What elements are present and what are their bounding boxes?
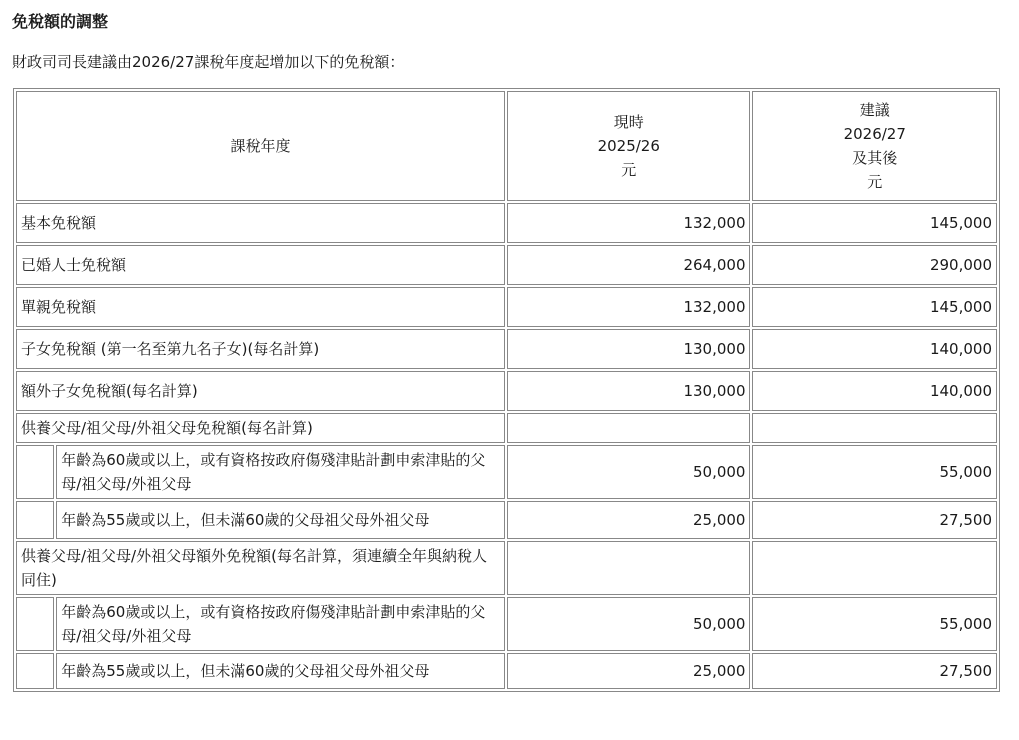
row-label: 額外子女免稅額(每名計算) <box>16 371 505 411</box>
header-proposed-line: 元 <box>867 173 883 191</box>
sub-row-label: 年齡為60歲或以上，或有資格按政府傷殘津貼計劃申索津貼的父母/祖父母/外祖父母 <box>56 445 505 499</box>
row-proposed-value: 145,000 <box>752 203 997 243</box>
sub-row-current-value: 50,000 <box>507 597 750 651</box>
sub-row <box>16 501 997 539</box>
header-row <box>16 91 997 201</box>
sub-row <box>16 445 997 499</box>
sub-row <box>16 653 997 689</box>
header-current-line: 2025/26 <box>597 137 660 155</box>
sub-row-proposed-value: 55,000 <box>752 445 997 499</box>
group-label: 供養父母/祖父母/外祖父母免稅額(每名計算) <box>16 413 505 443</box>
table-row <box>16 245 997 285</box>
header-proposed-line: 建議 <box>859 101 890 119</box>
indent-cell <box>16 445 54 499</box>
group-label: 供養父母/祖父母/外祖父母額外免稅額(每名計算，須連續全年與納稅人同住) <box>16 541 505 595</box>
header-current <box>507 91 750 201</box>
row-current-value: 132,000 <box>507 287 750 327</box>
sub-row <box>16 597 997 651</box>
sub-row-label: 年齡為55歲或以上，但未滿60歲的父母祖父母外祖父母 <box>56 653 505 689</box>
row-current-value: 132,000 <box>507 203 750 243</box>
group-header-row <box>16 541 997 595</box>
row-current-value: 264,000 <box>507 245 750 285</box>
intro-text: 財政司司長建議由2026/27課稅年度起增加以下的免稅額： <box>12 53 405 71</box>
sub-row-current-value: 25,000 <box>507 501 750 539</box>
group-proposed-empty <box>752 541 997 595</box>
row-label: 已婚人士免稅額 <box>16 245 505 285</box>
indent-cell <box>16 653 54 689</box>
sub-row-proposed-value: 27,500 <box>752 501 997 539</box>
header-current-line: 元 <box>621 161 637 179</box>
sub-row-current-value: 25,000 <box>507 653 750 689</box>
row-current-value: 130,000 <box>507 329 750 369</box>
sub-row-proposed-value: 55,000 <box>752 597 997 651</box>
allowance-table <box>13 88 1000 692</box>
indent-cell <box>16 597 54 651</box>
table-row <box>16 287 997 327</box>
header-proposed <box>752 91 997 201</box>
row-label: 子女免稅額 (第一名至第九名子女)(每名計算) <box>16 329 505 369</box>
row-proposed-value: 145,000 <box>752 287 997 327</box>
row-proposed-value: 140,000 <box>752 371 997 411</box>
sub-row-current-value: 50,000 <box>507 445 750 499</box>
header-current-line: 現時 <box>613 113 644 131</box>
header-proposed-line: 及其後 <box>852 149 898 167</box>
row-current-value: 130,000 <box>507 371 750 411</box>
indent-cell <box>16 501 54 539</box>
row-proposed-value: 290,000 <box>752 245 997 285</box>
group-current-empty <box>507 541 750 595</box>
header-year-of-assessment: 課稅年度 <box>16 91 505 201</box>
row-label: 單親免稅額 <box>16 287 505 327</box>
row-proposed-value: 140,000 <box>752 329 997 369</box>
page-title: 免稅額的調整 <box>12 12 109 31</box>
row-label: 基本免稅額 <box>16 203 505 243</box>
table-row <box>16 203 997 243</box>
group-current-empty <box>507 413 750 443</box>
table-row <box>16 329 997 369</box>
sub-row-proposed-value: 27,500 <box>752 653 997 689</box>
header-proposed-line: 2026/27 <box>843 125 906 143</box>
sub-row-label: 年齡為55歲或以上，但未滿60歲的父母祖父母外祖父母 <box>56 501 505 539</box>
group-proposed-empty <box>752 413 997 443</box>
table-row <box>16 371 997 411</box>
sub-row-label: 年齡為60歲或以上，或有資格按政府傷殘津貼計劃申索津貼的父母/祖父母/外祖父母 <box>56 597 505 651</box>
group-header-row <box>16 413 997 443</box>
